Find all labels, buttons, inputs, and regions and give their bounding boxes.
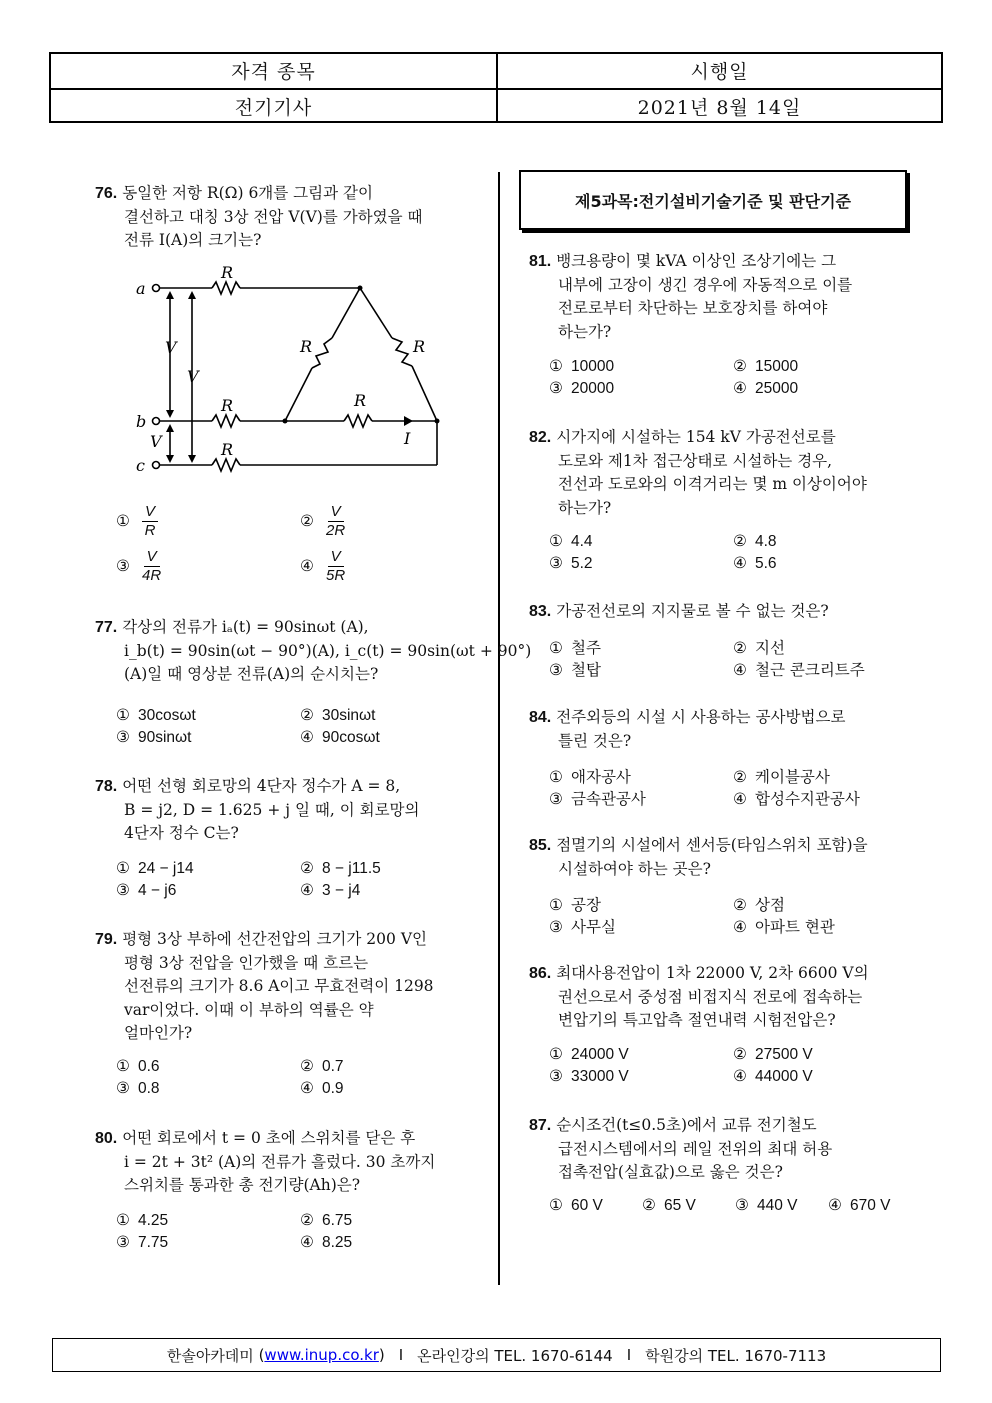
question-83: 83. 가공전선로의 지지물로 볼 수 없는 것은? — [529, 602, 829, 620]
option-2[interactable]: ② 6.75 — [300, 1212, 353, 1229]
question-text-line: 내부에 고장이 생긴 경우에 자동적으로 이를 — [558, 275, 853, 294]
question-text-line: i_b(t) = 90sin(ωt − 90°)(A), i_c(t) = 90sin(ωt + 90°) — [124, 641, 532, 660]
resistor-label: R — [221, 440, 234, 459]
option-2[interactable]: ② 지선 — [733, 639, 785, 657]
option-1[interactable]: ① 공장 — [549, 896, 601, 914]
option-1[interactable]: ① 10000 — [549, 358, 615, 375]
option-4[interactable]: ④ 670 V — [828, 1197, 891, 1214]
exam-header-table — [49, 52, 943, 123]
question-84: 84. 전주외등의 시설 시 사용하는 공사방법으로 틀린 것은? — [529, 706, 845, 753]
footer-separator: I — [398, 1346, 404, 1364]
option-4[interactable]: ④ 8.25 — [300, 1234, 353, 1251]
question-text-line: 전선과 도로와의 이격거리는 몇 m 이상이어야 — [558, 475, 867, 493]
question-text-line: 접촉전압(실효값)으로 옳은 것은? — [558, 1163, 783, 1181]
resistor-label: R — [221, 263, 234, 282]
option-4[interactable]: ④ 25000 — [733, 380, 799, 397]
column-divider — [498, 172, 500, 1285]
option-2[interactable]: ② 65 V — [642, 1197, 696, 1214]
option-2[interactable]: ② 15000 — [733, 358, 799, 375]
option-4[interactable]: ④ $\frac{V}{5R}$ — [300, 548, 346, 584]
question-text-line: 하는가? — [558, 498, 612, 517]
question-85: 85. 점멸기의 시설에서 센서등(타임스위치 포함)을 시설하여야 하는 곳은? — [529, 834, 868, 881]
question-text-line: 도로와 제1차 접근상태로 시설하는 경우, — [558, 451, 833, 470]
question-text-line: 결선하고 대칭 3상 전압 V(V)를 가하였을 때 — [124, 207, 423, 226]
option-2[interactable]: ② 4.8 — [733, 533, 777, 550]
option-4[interactable]: ④ 5.6 — [733, 555, 777, 572]
option-3[interactable]: ③ 90sinωt — [116, 729, 192, 746]
question-text-line: i = 2t + 3t² (A)의 전류가 흘렀다. 30 초까지 — [124, 1152, 436, 1171]
question-number: 76. — [95, 185, 118, 202]
question-text-line: 점멸기의 시설에서 센서등(타임스위치 포함)을 — [556, 836, 868, 854]
question-text-line: 4단자 정수 C는? — [124, 824, 239, 842]
option-2[interactable]: ② 30sinωt — [300, 707, 376, 724]
question-text-line: 틀린 것은? — [558, 731, 632, 750]
option-3[interactable]: ③ 0.8 — [116, 1080, 160, 1097]
question-text-line: var이었다. 이때 이 부하의 역률은 약 — [124, 1000, 374, 1019]
section-title: 제5과목:전기설비기술기준 및 판단기준 — [519, 170, 907, 230]
option-4[interactable]: ④ 44000 V — [733, 1068, 813, 1085]
voltage-label: V — [165, 338, 177, 357]
question-text-line: 순시조건(t≤0.5초)에서 교류 전기철도 — [556, 1116, 817, 1134]
question-text-line: 전로로부터 차단하는 보호장치를 하여야 — [558, 299, 828, 317]
option-1[interactable]: ① 30cosωt — [116, 707, 196, 724]
option-1[interactable]: ① 4.25 — [116, 1212, 169, 1229]
question-78: 78. 어떤 선형 회로망의 4단자 정수가 A = 8, B = j2, D = 1.625 + j 일 때, 이 회로망의 4단자 정수 C는? — [95, 775, 420, 846]
question-87: 87. 순시조건(t≤0.5초)에서 교류 전기철도 급전시스템에서의 레일 전위의 최대 허용 접촉전압(실효값)으로 옳은 것은? — [529, 1114, 832, 1185]
node-b-label: b — [136, 412, 147, 431]
exam-date-value: 2021년 8월 14일 — [637, 96, 802, 119]
current-label: I — [404, 429, 411, 448]
question-text-line: 가공전선로의 지지물로 볼 수 없는 것은? — [556, 602, 829, 620]
question-80: 80. 어떤 회로에서 t = 0 초에 스위치를 닫은 후 i = 2t + 3t² (A)의 전류가 흘렀다. 30 초까지 스위치를 통과한 총 전기량(Ah)은? — [95, 1127, 435, 1198]
footer-separator: I — [626, 1346, 632, 1364]
question-79: 79. 평형 3상 부하에 선간전압의 크기가 200 V인 평형 3상 전압을 인가했을 때 흐르는 선전류의 크기가 8.6 A이고 무효전력이 1298 var이었다. 이때 이 부하의 역률은 약 얼마인가? — [95, 928, 434, 1046]
circuit-diagram — [130, 258, 450, 478]
option-1[interactable]: ① 0.6 — [116, 1058, 160, 1075]
website-link[interactable]: www.inup.co.kr — [264, 1346, 379, 1364]
question-text-line: 최대사용전압이 1차 22000 V, 2차 6600 V의 — [556, 964, 869, 982]
header-row-values — [51, 88, 941, 124]
question-text-line: 선전류의 크기가 8.6 A이고 무효전력이 1298 — [124, 977, 434, 995]
question-text-line: 전주외등의 시설 시 사용하는 공사방법으로 — [556, 708, 846, 726]
option-1[interactable]: ① 철주 — [549, 639, 601, 657]
question-text-line: B = j2, D = 1.625 + j 일 때, 이 회로망의 — [124, 800, 420, 819]
question-text-line: 권선으로서 중성점 비접지식 전로에 접속하는 — [558, 987, 863, 1006]
question-text-line: 평형 3상 부하에 선간전압의 크기가 200 V인 — [122, 930, 427, 948]
option-3[interactable]: ③ 4 − j6 — [116, 882, 177, 899]
option-2[interactable]: ② 케이블공사 — [733, 768, 830, 786]
option-2[interactable]: ② 상점 — [733, 896, 785, 914]
question-82: 82. 시가지에 시설하는 154 kV 가공전선로를 도로와 제1차 접근상태로 시설하는 경우, 전선과 도로와의 이격거리는 몇 m 이상이어야 하는가? — [529, 426, 867, 520]
question-text-line: 얼마인가? — [124, 1024, 193, 1042]
question-text-line: 변압기의 특고압측 절연내력 시험전압은? — [558, 1011, 836, 1029]
academy-name: 한솔아카데미 — [166, 1346, 254, 1365]
question-76 — [95, 182, 423, 253]
option-4[interactable]: ④ 합성수지관공사 — [733, 790, 860, 808]
option-1[interactable]: ① 24000 V — [549, 1046, 629, 1063]
exam-subject-label: 자격 종목 — [51, 54, 498, 88]
question-text-line: 시설하여야 하는 곳은? — [558, 859, 711, 878]
question-text-line: 하는가? — [558, 322, 612, 341]
option-2[interactable]: ② $\frac{V}{2R}$ — [300, 503, 346, 539]
question-text-line: 평형 3상 전압을 인가했을 때 흐르는 — [124, 953, 369, 972]
question-text-line: 동일한 저항 R(Ω) 6개를 그림과 같이 — [122, 184, 373, 202]
online-phone: 온라인강의 TEL. 1670-6144 — [417, 1346, 613, 1365]
option-3[interactable]: ③ 금속관공사 — [549, 790, 646, 808]
header-row-titles — [51, 54, 941, 88]
option-3[interactable]: ③ 33000 V — [549, 1068, 629, 1085]
question-86: 86. 최대사용전압이 1차 22000 V, 2차 6600 V의 권선으로서 중성점 비접지식 전로에 접속하는 변압기의 특고압측 절연내력 시험전압은? — [529, 962, 869, 1033]
question-text-line: 스위치를 통과한 총 전기량(Ah)은? — [124, 1176, 361, 1194]
option-3[interactable]: ③ 440 V — [735, 1197, 798, 1214]
option-3[interactable]: ③ $\frac{V}{4R}$ — [116, 548, 162, 584]
question-text-line: 전류 I(A)의 크기는? — [124, 231, 262, 249]
resistor-label: R — [300, 337, 313, 356]
option-2[interactable]: ② 0.7 — [300, 1058, 344, 1075]
voltage-label: V — [150, 432, 162, 451]
option-3[interactable]: ③ 7.75 — [116, 1234, 169, 1251]
question-text-line: 어떤 선형 회로망의 4단자 정수가 A = 8, — [122, 777, 401, 795]
option-2[interactable]: ② 27500 V — [733, 1046, 813, 1063]
option-1[interactable]: ① $\frac{V}{R}$ — [116, 503, 158, 540]
question-text-line: (A)일 때 영상분 전류(A)의 순시치는? — [124, 665, 379, 683]
question-text-line: 각상의 전류가 iₐ(t) = 90sinωt (A), — [122, 618, 369, 636]
option-3[interactable]: ③ 사무실 — [549, 918, 616, 936]
question-text-line: 급전시스템에서의 레일 전위의 최대 허용 — [558, 1139, 833, 1158]
option-3[interactable]: ③ 20000 — [549, 380, 615, 397]
resistor-label: R — [354, 391, 367, 410]
option-3[interactable]: ③ 철탑 — [549, 661, 601, 679]
footer-bar: 한솔아카데미 ( www.inup.co.kr ) I 온라인강의 TEL. 1670-6144 I 학원강의 TEL. 1670-7113 — [52, 1338, 941, 1372]
resistor-label: R — [413, 337, 426, 356]
question-text-line: 시가지에 시설하는 154 kV 가공전선로를 — [556, 428, 836, 446]
offline-phone: 학원강의 TEL. 1670-7113 — [645, 1346, 827, 1365]
option-2[interactable]: ② 8 − j11.5 — [300, 860, 381, 877]
question-81: 81. 뱅크용량이 몇 kVA 이상인 조상기에는 그 내부에 고장이 생긴 경우에 자동적으로 이를 전로로부터 차단하는 보호장치를 하여야 하는가? — [529, 250, 852, 344]
option-1[interactable]: ① 60 V — [549, 1197, 603, 1214]
question-text-line: 뱅크용량이 몇 kVA 이상인 조상기에는 그 — [556, 252, 837, 270]
option-4[interactable]: ④ 0.9 — [300, 1080, 344, 1097]
exam-date-label: 시행일 — [690, 61, 749, 84]
option-4[interactable]: ④ 90cosωt — [300, 729, 380, 746]
question-text-line: 어떤 회로에서 t = 0 초에 스위치를 닫은 후 — [122, 1129, 416, 1147]
option-1[interactable]: ① 4.4 — [549, 533, 593, 550]
option-3[interactable]: ③ 5.2 — [549, 555, 593, 572]
exam-subject-value: 전기기사 — [51, 90, 498, 124]
node-a-label: a — [136, 279, 146, 298]
option-1[interactable]: ① 24 − j14 — [116, 860, 194, 877]
option-1[interactable]: ① 애자공사 — [549, 768, 631, 786]
question-77: 77. 각상의 전류가 iₐ(t) = 90sinωt (A), i_b(t) = 90sin(ωt − 90°)(A), i_c(t) = 90sin(ωt + 90°) (A)일 때 영상분 전류(A)의 순시치는? — [95, 616, 531, 687]
option-4[interactable]: ④ 철근 콘크리트주 — [733, 661, 865, 679]
option-4[interactable]: ④ 3 − j4 — [300, 882, 361, 899]
voltage-label: V — [187, 367, 199, 386]
resistor-label: R — [221, 396, 234, 415]
node-c-label: c — [136, 456, 145, 475]
option-4[interactable]: ④ 아파트 현관 — [733, 918, 835, 936]
